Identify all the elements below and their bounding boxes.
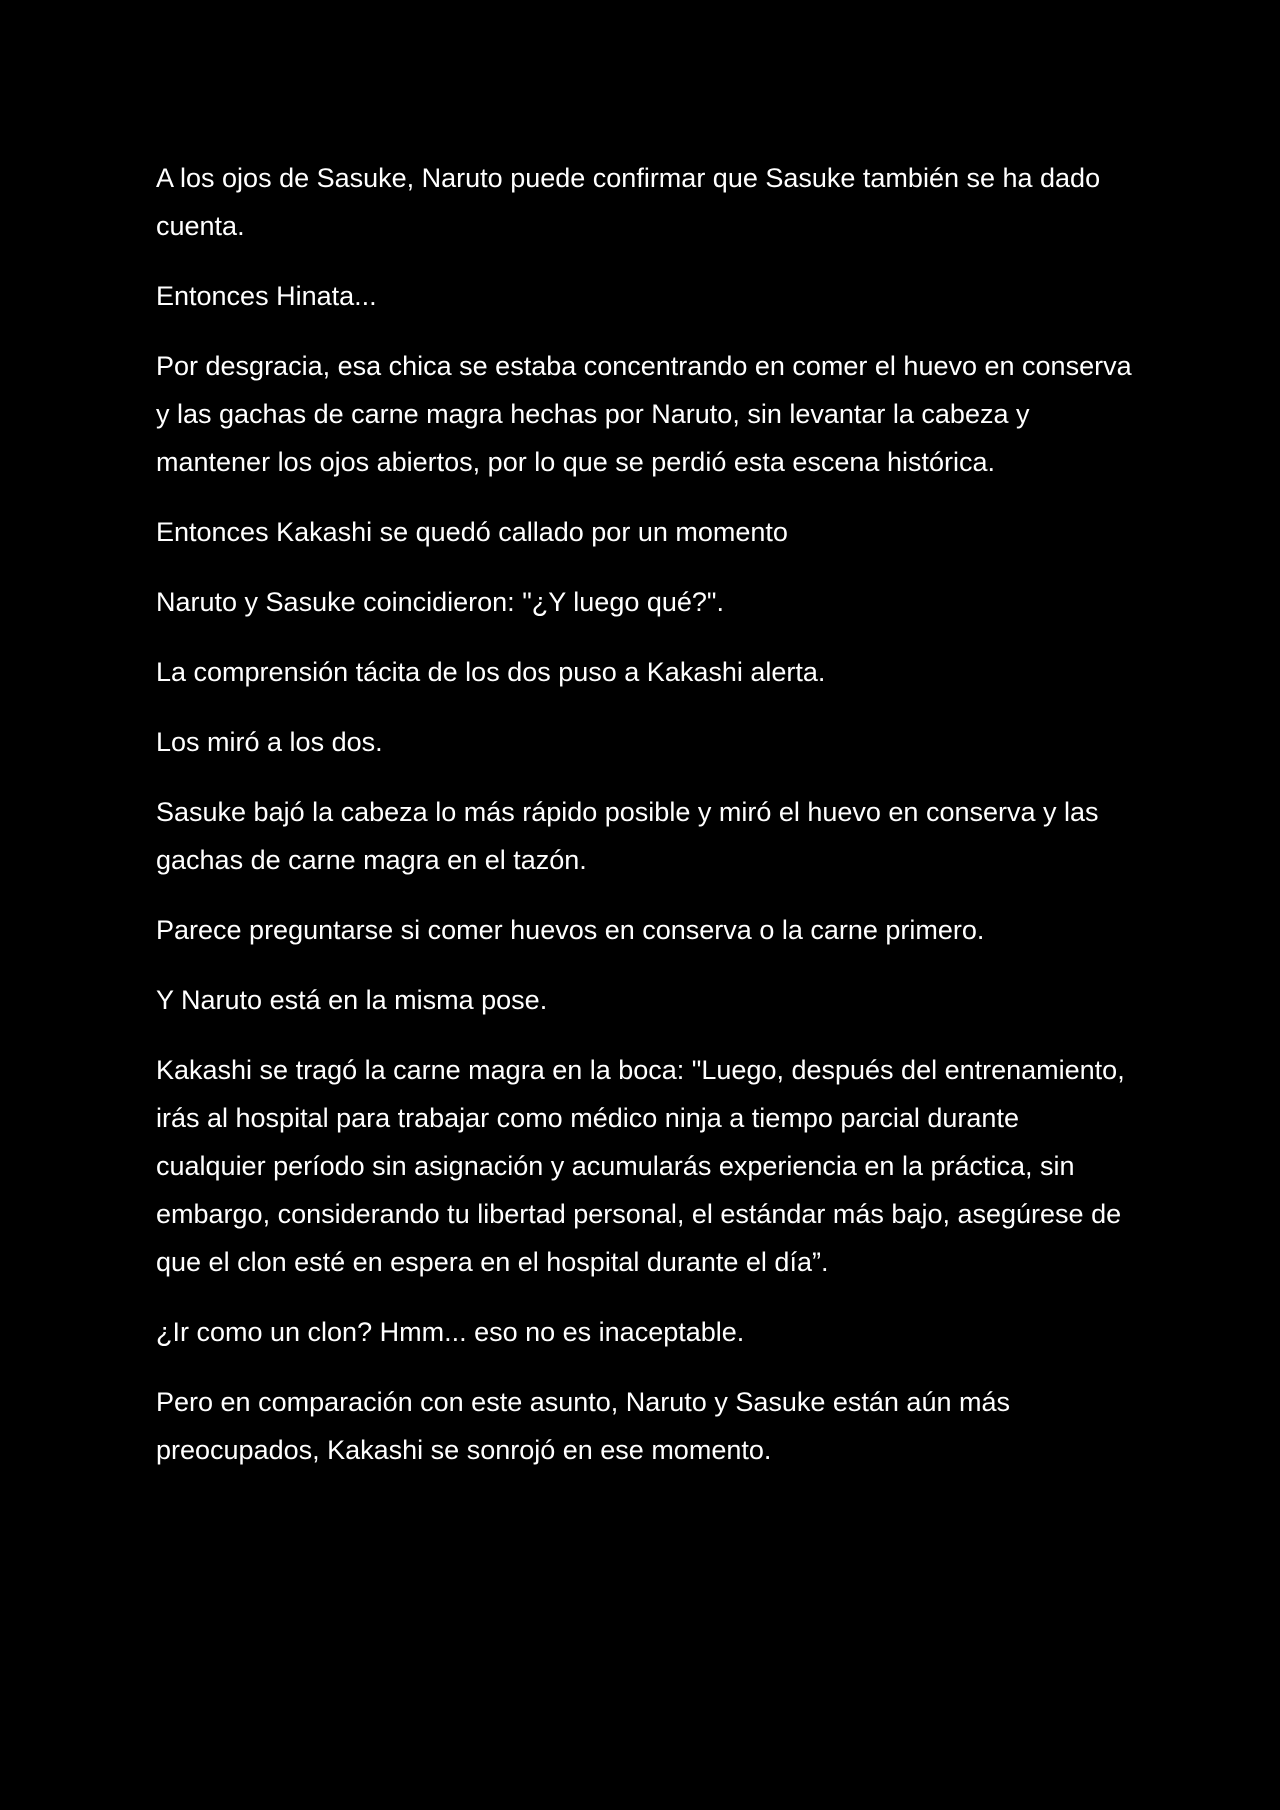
paragraph-10: Y Naruto está en la misma pose. <box>156 985 548 1015</box>
paragraph-5: Naruto y Sasuke coincidieron: "¿Y luego qué?". <box>156 587 725 617</box>
paragraph-13: Pero en comparación con este asunto, Naruto y Sasuke están aún más preocupados, Kakashi se sonrojó en ese momento. <box>156 1387 1010 1465</box>
paragraph-1: A los ojos de Sasuke, Naruto puede confirmar que Sasuke también se ha dado cuenta. <box>156 163 1101 241</box>
paragraph-2: Entonces Hinata... <box>156 281 377 311</box>
paragraph-3: Por desgracia, esa chica se estaba concentrando en comer el huevo en conserva y las gachas de carne magra hechas por Naruto, sin levantar la cabeza y mantener los ojos abiertos, por lo que se perdió esta escena histórica. <box>156 351 1132 477</box>
paragraph-6: La comprensión tácita de los dos puso a Kakashi alerta. <box>156 657 826 687</box>
paragraph-12: ¿Ir como un clon? Hmm... eso no es inaceptable. <box>156 1317 745 1347</box>
story-text <box>156 154 1136 1496</box>
paragraph-11: Kakashi se tragó la carne magra en la boca: "Luego, después del entrenamiento, irás al hospital para trabajar como médico ninja a tiempo parcial durante cualquier período sin asignación y acumularás experiencia en la práctica, sin embargo, considerando tu libertad personal, el estándar más bajo, asegúrese de que el clon esté en espera en el hospital durante el día”. <box>156 1055 1125 1277</box>
paragraph-4: Entonces Kakashi se quedó callado por un momento <box>156 517 788 547</box>
paragraph-9: Parece preguntarse si comer huevos en conserva o la carne primero. <box>156 915 985 945</box>
paragraph-8: Sasuke bajó la cabeza lo más rápido posible y miró el huevo en conserva y las gachas de carne magra en el tazón. <box>156 797 1099 875</box>
paragraph-7: Los miró a los dos. <box>156 727 383 757</box>
